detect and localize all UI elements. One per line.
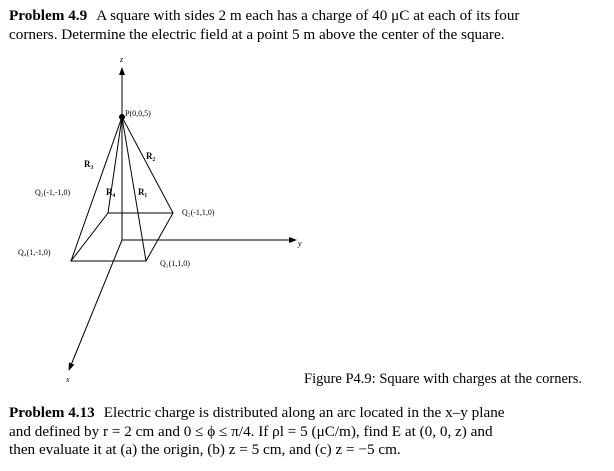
figure-caption: Figure P4.9: Square with charges at the corners. (304, 371, 582, 387)
r4-label: R₄ (106, 187, 116, 197)
q1-label: Q₁(1,1,0) (160, 259, 190, 268)
problem-4-9-label: Problem 4.9 (9, 7, 88, 24)
q3-label: Q₃(-1,-1,0) (35, 188, 71, 197)
problem-4-13-text (9, 404, 605, 460)
problem-4-13-label: Problem 4.13 (9, 404, 95, 421)
q4-label: Q₄(1,-1,0) (18, 248, 51, 257)
z-axis-label: z (120, 55, 124, 64)
problem-4-13-statement-1: Electric charge is distributed along an arc located in the x–y plane (103, 404, 505, 421)
problem-4-13-line-1 (9, 404, 605, 423)
vector-r3 (108, 117, 122, 213)
r2-label: R₂ (146, 151, 156, 161)
point-p-label: P(0,0,5) (125, 109, 151, 118)
q2-label: Q₂(-1,1,0) (182, 208, 215, 217)
r1-label: R₁ (138, 187, 148, 197)
problem-4-9-line-2: corners. Determine the electric field at a point 5 m above the center of the square. (9, 25, 505, 43)
problem-4-13-line-3: then evaluate it at (a) the origin, (b) z = 5 cm, and (c) z = −5 cm. (9, 441, 401, 458)
y-axis-label: y (298, 239, 302, 248)
problem-4-9-statement-1: A square with sides 2 m each has a charge of 40 μC at each of its four (96, 7, 520, 24)
r3-label: R₃ (84, 159, 94, 169)
problem-4-13-line-2: and defined by r = 2 cm and 0 ≤ ϕ ≤ π/4. If ρl = 5 (μC/m), find E at (0, 0, z) and (9, 422, 493, 440)
x-axis (69, 240, 122, 370)
x-axis-label: x (66, 375, 70, 384)
